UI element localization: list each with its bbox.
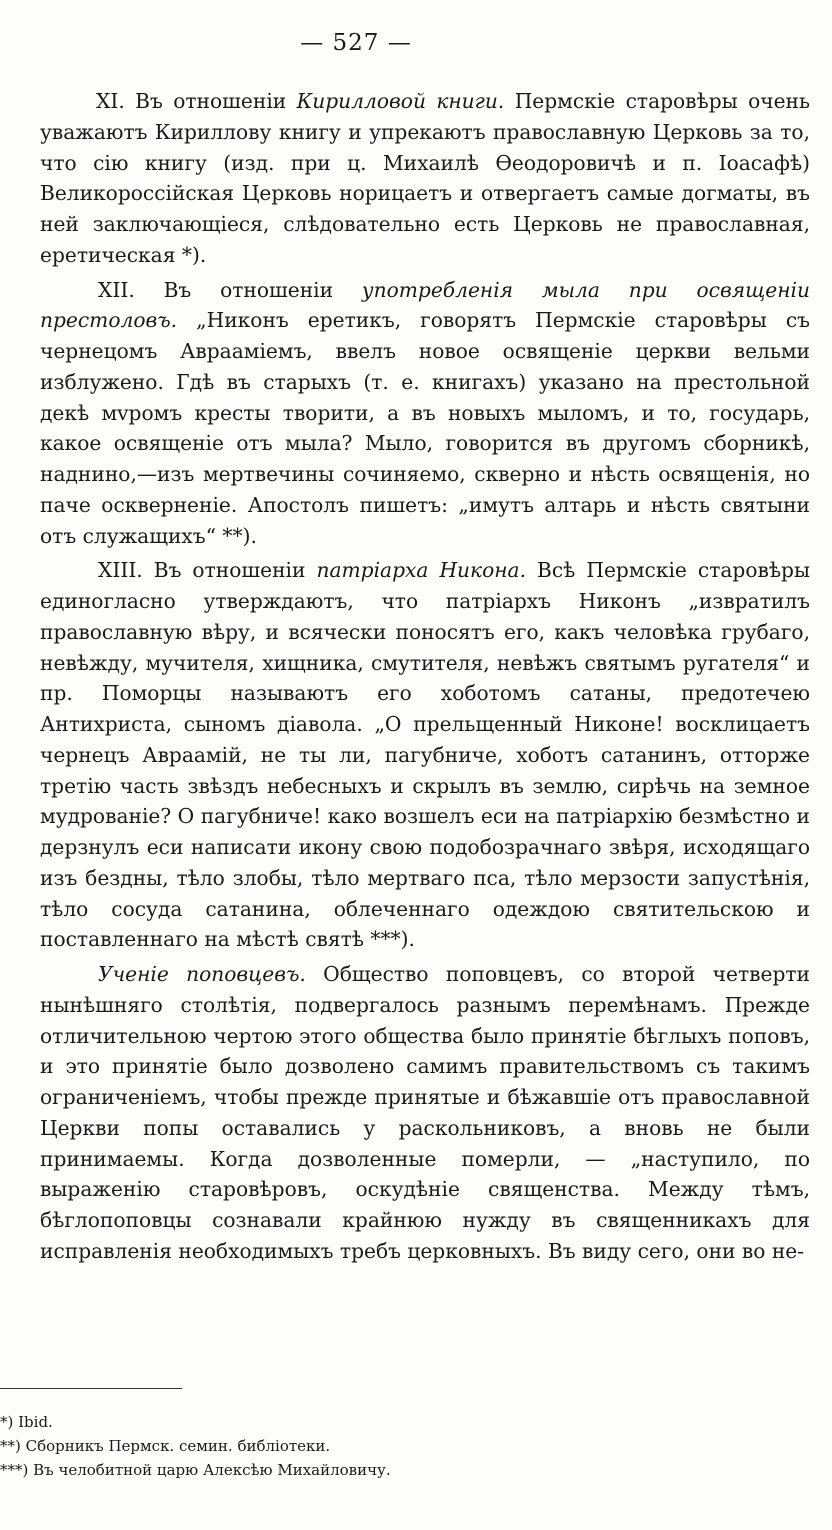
paragraph-emphasis: Кирилловой книги. (296, 89, 505, 113)
paragraph-text: „Никонъ еретикъ, говорятъ Пермскіе старовѣры съ чернецомъ Авраамiемъ, ввелъ новое освященіе церкви вельми изблужено. Гдѣ въ старыхъ (т. е. книгахъ) указано на престольной декѣ мvромъ кресты творити, а въ новыхъ мыломъ, и то, государь, какое освященіе отъ мыла? Мыло, говорится въ другомъ сборникѣ, наднино,—изъ мертвечины сочиняемо, скверно и нѣсть освященія, но паче оскверненіе. Апостолъ пишетъ: „имутъ алтарь и нѣсть святыни отъ служащихъ“ **). (40, 308, 810, 548)
footnote-2: **) Сборникъ Пермск. семин. библіотеки. (0, 1437, 331, 1455)
paragraph-emphasis: употребленія мыла при освященіи престоловъ. (40, 277, 811, 333)
paragraph-lead: XI. Въ отношеніи (96, 89, 297, 113)
paragraph-xii (40, 275, 810, 552)
paragraph-lead: XII. Въ отношеніи (98, 277, 362, 302)
paragraph-emphasis: патріарха Никона. (316, 558, 527, 583)
paragraph-text: Общество поповцевъ, со второй четверти нынѣшняго столѣтія, подвергалось разнымъ перемѣнамъ. Прежде отличительною чертою этого общества было принятіе бѣглыхъ поповъ, и это принятіе было дозволено самимъ правительствомъ съ такимъ ограниченіемъ, чтобы прежде принятые и бѣжавшіе отъ православной Церкви попы оставались у раскольниковъ, а вновь не были принимаемы. Когда дозволенные померли, — „наступило, по выраженію старовѣровъ, оскудѣніе священства. Между тѣмъ, бѣглопоповцы сознавали крайнюю нужду въ священникахъ для исправленія необходимыхъ требъ церковныхъ. Въ виду сего, они во не- (40, 962, 810, 1263)
paragraph-text: Пермскіе старовѣры очень уважаютъ Кириллову книгу и упрекаютъ православную Церковь за то, что сію книгу (изд. при ц. Михаилѣ Ѳеодоровичѣ и п. Іоасафѣ) Великороссійская Церковь норицаетъ и отвергаетъ самые догматы, въ ней заключающіеся, слѣдовательно есть Церковь не православная, еретическая *). (40, 89, 810, 267)
page-number: — 527 — (300, 30, 412, 56)
footnote-divider (0, 1388, 182, 1389)
footnote-1: *) Ibid. (0, 1413, 53, 1431)
paragraph-text: Всѣ Пермскіе старовѣры единогласно утверждаютъ, что патріархъ Никонъ „извратилъ православную вѣру, и всячески поносятъ его, какъ человѣка грубаго, невѣжду, мучителя, хищника, смутителя, невѣжъ святымъ ругателя“ и пр. Поморцы называютъ его хоботомъ сатаны, предотечею Антихриста, сыномъ діавола. „О прельщенный Никоне! восклицаетъ чернецъ Авраамій, не ты ли, пагубниче, хоботъ сатанинъ, отторже третію часть звѣздъ небесныхъ и скрылъ въ землю, сирѣчь на земное мудрованіе? О пагубниче! како возшелъ еси на патріархію безмѣстно и дерзнулъ еси написати икону свою подобозрачнаго звѣря, исходящаго изъ бездны, тѣло злобы, тѣло мертваго пса, тѣло мерзости запустѣнія, тѣло сосуда сатанина, облеченнаго одеждою святительскою и поставленнаго на мѣстѣ святѣ ***). (40, 558, 811, 952)
paragraph-emphasis: Ученіе поповцевъ. (98, 962, 306, 986)
footnotes (0, 1410, 760, 1482)
body-text (40, 86, 810, 1271)
paragraph-xiii (40, 555, 810, 955)
paragraph-lead: XIII. Въ отношеніи (98, 558, 317, 583)
footnote-3: ***) Въ челобитной царю Алексѣю Михайловичу. (0, 1461, 391, 1479)
paragraph-xi (40, 86, 810, 271)
paragraph-popovtsy (40, 959, 810, 1267)
